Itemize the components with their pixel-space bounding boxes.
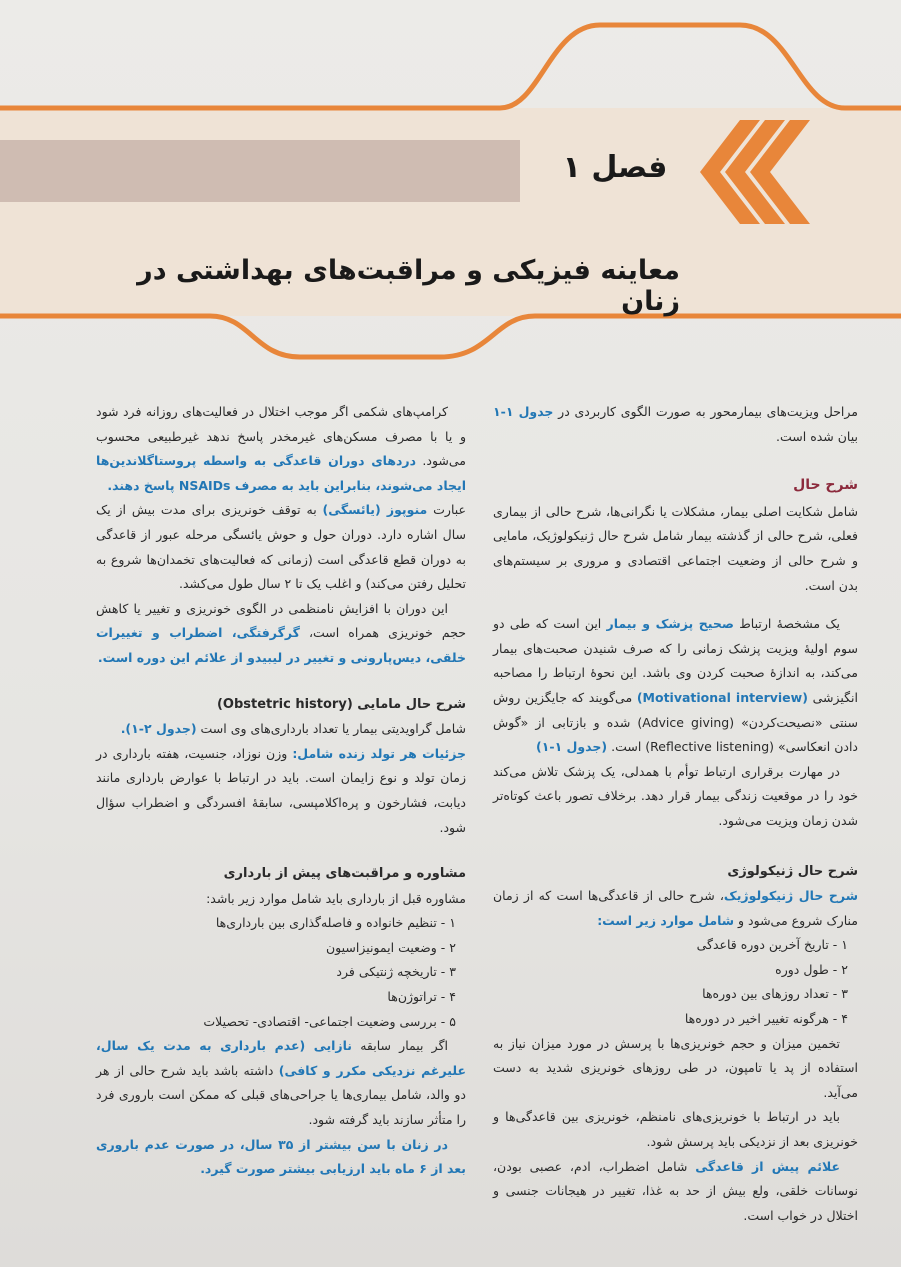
left-column (96, 400, 466, 1182)
header-bottom-curve (0, 316, 901, 357)
page-title: معاینه فیزیکی و مراقبت‌های بهداشتی در زنان (137, 255, 680, 317)
gyn-paragraph-2: تخمین میزان و حجم خونریزی‌ها با پرسش در مورد میزان نیاز به استفاده از پد یا تامپون، در طی روزهای خونریزی شدید به دست می‌آید. (493, 1035, 858, 1100)
obstetric-paragraph-2: جزئیات هر تولد زنده شامل: وزن نوزاد، جنسیت، هفته بارداری در زمان تولد و نوع زایمان است. باید در ارتباط با عوارض بارداری مانند دیابت، فشارخون و پره‌اکلامپسی، سابقهٔ افسردگی و اضطراب سؤال شود. (96, 745, 466, 835)
heading-gynecology: شرح حال ژنیکولوژی (727, 863, 858, 879)
list-item: ۴ - تراتوژن‌ها (387, 989, 456, 1005)
cramp-paragraph: کرامپ‌های شکمی اگر موجب اختلال در فعالیت‌های روزانه فرد شود و یا با مصرف مسکن‌های غیرمخدر پاسخ ندهد غیرطبیعی محسوب می‌شود. دردهای دوران قاعدگی به واسطه پروستاگلاندین‌ها ایجاد می‌شوند، بنابراین باید به مصرف NSAIDs پاسخ دهند. (96, 404, 466, 493)
table-ref: جدول ۱-۱ (493, 404, 554, 419)
chapter-label: فصل ۱ (562, 150, 668, 185)
chapter-bar (0, 140, 520, 202)
heading-obstetric: شرح حال مامایی (Obstetric history) (216, 696, 466, 712)
heading-history: شرح حال (793, 477, 858, 494)
list-item: ۲ - طول دوره (775, 961, 848, 977)
history-paragraph-1: شامل شکایت اصلی بیمار، مشکلات یا نگرانی‌ها، شرح حالی از بیماری فعلی، شرح حالی از گذشته بیمار شامل شرح حال ژنیکولوژیک، مامایی و شرح حالی از وضعیت اجتماعی اقتصادی و مروری بر سیستم‌های بدن است. (493, 503, 858, 593)
history-paragraph-3: در مهارت برقراری ارتباط توأم با همدلی، یک پزشک تلاش می‌کند خود را در موقعیت زندگی بیمار قرار دهد. برخلاف تصور باعث کوتاه‌تر شدن زمان ویزیت می‌شود. (493, 763, 858, 828)
list-item: ۱ - تاریخ آخرین دوره قاعدگی (696, 937, 848, 953)
history-paragraph-2: یک مشخصهٔ ارتباط صحیح پزشک و بیمار این است که طی دو سوم اولیهٔ ویزیت پزشک زمانی را که صرف شنیدن صحبت‌های بیمار می‌کند، به اندازهٔ صحبت کردن وی باشد. این نحوهٔ ارتباط را مصاحبه انگیزشی (Motivational interview) می‌گویند که جایگزین روش سنتی «نصیحت‌کردن» (Advice giving) شده و بازتابی از «گوش دادن انعکاسی» (Reflective listening) است. (جدول ۱-۱) (493, 616, 859, 755)
chevron-arrows-icon (700, 120, 810, 224)
list-item: ۴ - هرگونه تغییر اخیر در دوره‌ها (684, 1011, 848, 1027)
age-paragraph: در زنان با سن بیشتر از ۳۵ سال، در صورت عدم باروری بعد از ۶ ماه باید ارزیابی بیشتر صورت گیرد. (96, 1136, 466, 1177)
gyn-paragraph-4: علائم پیش از قاعدگی شامل اضطراب، ادم، عصبی بودن، نوسانات خلقی، ولع بیش از حد به غذا، تغییر در هیجانات جنسی و اختلال در خواب است. (493, 1158, 858, 1223)
gyn-paragraph-1: شرح حال ژنیکولوژیک، شرح حالی از قاعدگی‌ها است که از زمان منارک شروع می‌شود و شامل موارد زیر است: (493, 888, 858, 928)
infertility-paragraph: اگر بیمار سابقه نازایی (عدم بارداری به مدت یک سال، علیرغم نزدیکی مکرر و کافی) داشته باشد باید شرح حالی از هر دو والد، شامل بیماری‌ها یا جراحی‌های قبلی که ممکن است باروری فرد را متأثر سازند باید گرفته شود. (96, 1038, 466, 1128)
obstetric-paragraph-1: شامل گراویدیتی بیمار یا تعداد بارداری‌های وی است (جدول ۲-۱). (120, 721, 466, 737)
preconception-intro: مشاوره قبل از بارداری باید شامل موارد زیر باشد: (206, 890, 466, 906)
list-item: ۳ - تعداد روزهای بین دوره‌ها (702, 986, 848, 1002)
header-top-curve (0, 25, 901, 108)
list-item: ۵ - بررسی وضعیت اجتماعی- اقتصادی- تحصیلات (203, 1013, 456, 1029)
intro-paragraph: مراحل ویزیت‌های بیمارمحور به صورت الگوی کاربردی در جدول ۱-۱ بیان شده است. (493, 404, 858, 444)
list-item: ۱ - تنظیم خانواده و فاصله‌گذاری بین بارداری‌ها (215, 915, 456, 931)
right-column (493, 400, 858, 1228)
perimenopause-paragraph: این دوران با افزایش نامنظمی در الگوی خونریزی و تغییر یا کاهش حجم خونریزی همراه است، گرگرفتگی، اضطراب و تغییرات خلقی، دیس‌پارونی و تغییر در لیبیدو از علائم این دوره است. (96, 600, 466, 665)
list-item: ۳ - تاریخچه ژنتیکی فرد (336, 964, 456, 980)
gyn-paragraph-3: باید در ارتباط با خونریزی‌های نامنظم، خونریزی بین قاعدگی‌ها و خونریزی بعد از نزدیکی باید پرسش شود. (493, 1109, 858, 1150)
list-item: ۲ - وضعیت ایمونیزاسیون (325, 939, 456, 955)
menopause-paragraph: عبارت منوپوز (یائسگی) به توقف خونریزی برای مدت بیش از یک سال اشاره دارد. دوران حول و حوش یائسگی مرحله عبور از قاعدگی به دوران قطع قاعدگی است (زمانی که فعالیت‌های تخمدان‌ها شروع به تحلیل رفتن می‌کند) و اغلب یک تا ۲ سال طول می‌کشد. (96, 502, 466, 592)
heading-preconception: مشاوره و مراقبت‌های پیش از بارداری (223, 866, 466, 882)
